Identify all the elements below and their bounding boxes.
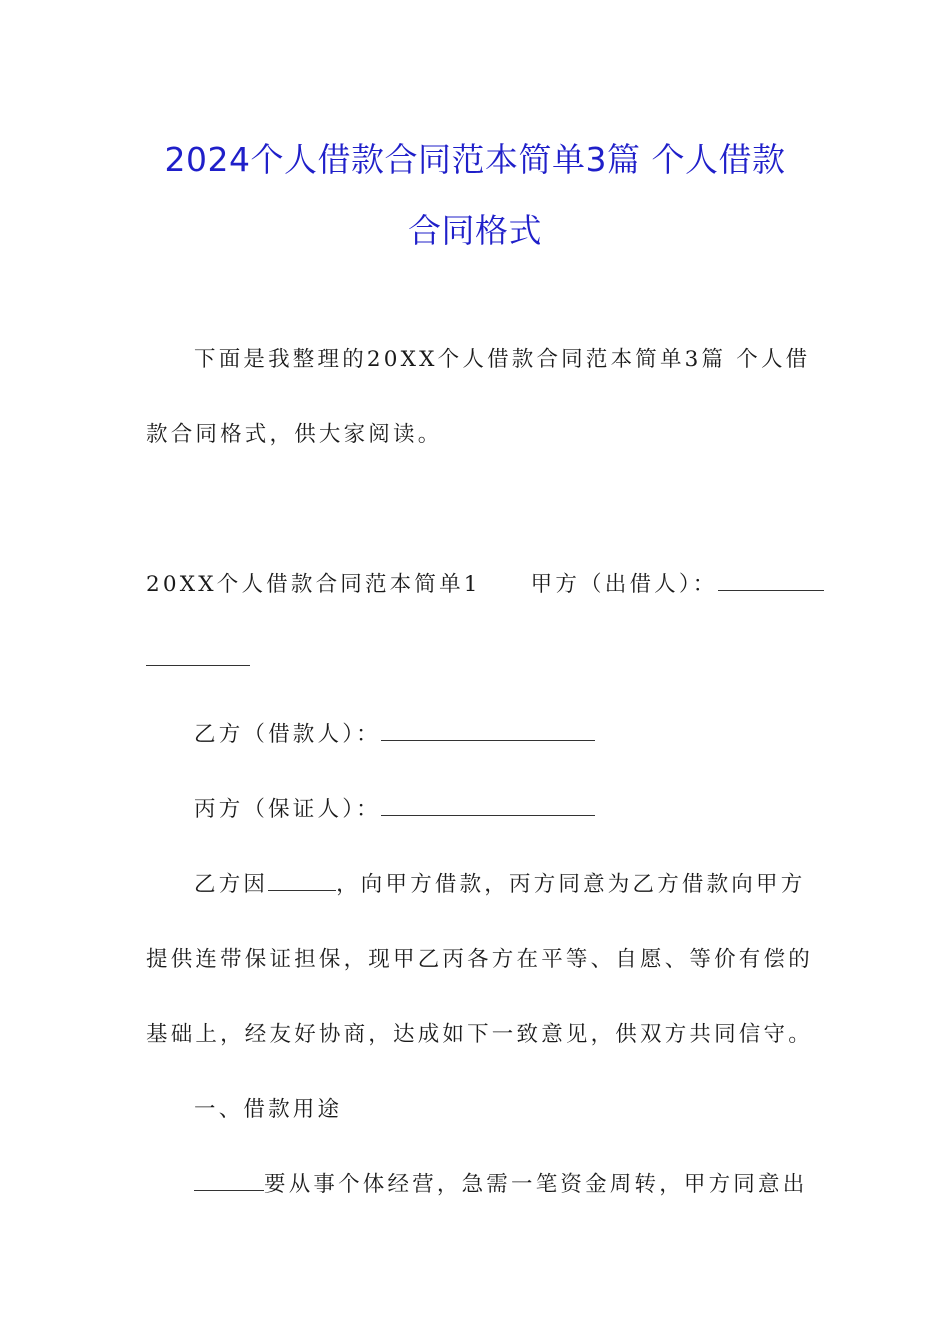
paragraph-1-line-1 <box>194 870 806 900</box>
party-c-label: 丙方（保证人）： <box>194 797 381 822</box>
paragraph-1-start: 乙方因 <box>194 872 269 897</box>
intro-line-2: 款合同格式，供大家阅读。 <box>146 422 443 447</box>
party-b-blank <box>381 720 595 741</box>
paragraph-1-line-3: 基础上，经友好协商，达成如下一致意见，供双方共同信守。 <box>146 1022 813 1047</box>
paragraph-1-line-2: 提供连带保证担保，现甲乙丙各方在平等、自愿、等价有偿的 <box>146 947 813 972</box>
reason-blank <box>268 870 336 891</box>
party-c-line <box>194 795 806 825</box>
clause-1-text: 要从事个体经营，急需一笔资金周转，甲方同意出 <box>264 1172 808 1197</box>
party-a-blank-2 <box>146 645 250 666</box>
clause-1-line-1 <box>194 1170 806 1200</box>
party-a-line <box>146 570 806 600</box>
party-b-line <box>194 720 806 750</box>
borrower-blank <box>194 1170 264 1191</box>
party-a-blank-continued <box>146 645 806 675</box>
intro-line-1: 下面是我整理的20XX个人借款合同范本简单3篇 个人借 <box>194 347 811 372</box>
party-a-blank <box>718 570 824 591</box>
document-title-line-2: 合同格式 <box>408 211 542 250</box>
clause-1-heading: 一、借款用途 <box>194 1097 343 1122</box>
party-c-blank <box>381 795 595 816</box>
party-a-label: 甲方（出借人）： <box>530 572 718 597</box>
party-b-label: 乙方（借款人）： <box>194 722 381 747</box>
section-heading: 20XX个人借款合同范本简单1 <box>146 572 481 597</box>
paragraph-1-end: ，向甲方借款，丙方同意为乙方借款向甲方 <box>336 872 806 897</box>
document-title-line-1: 2024个人借款合同范本简单3篇 个人借款 <box>164 140 786 179</box>
